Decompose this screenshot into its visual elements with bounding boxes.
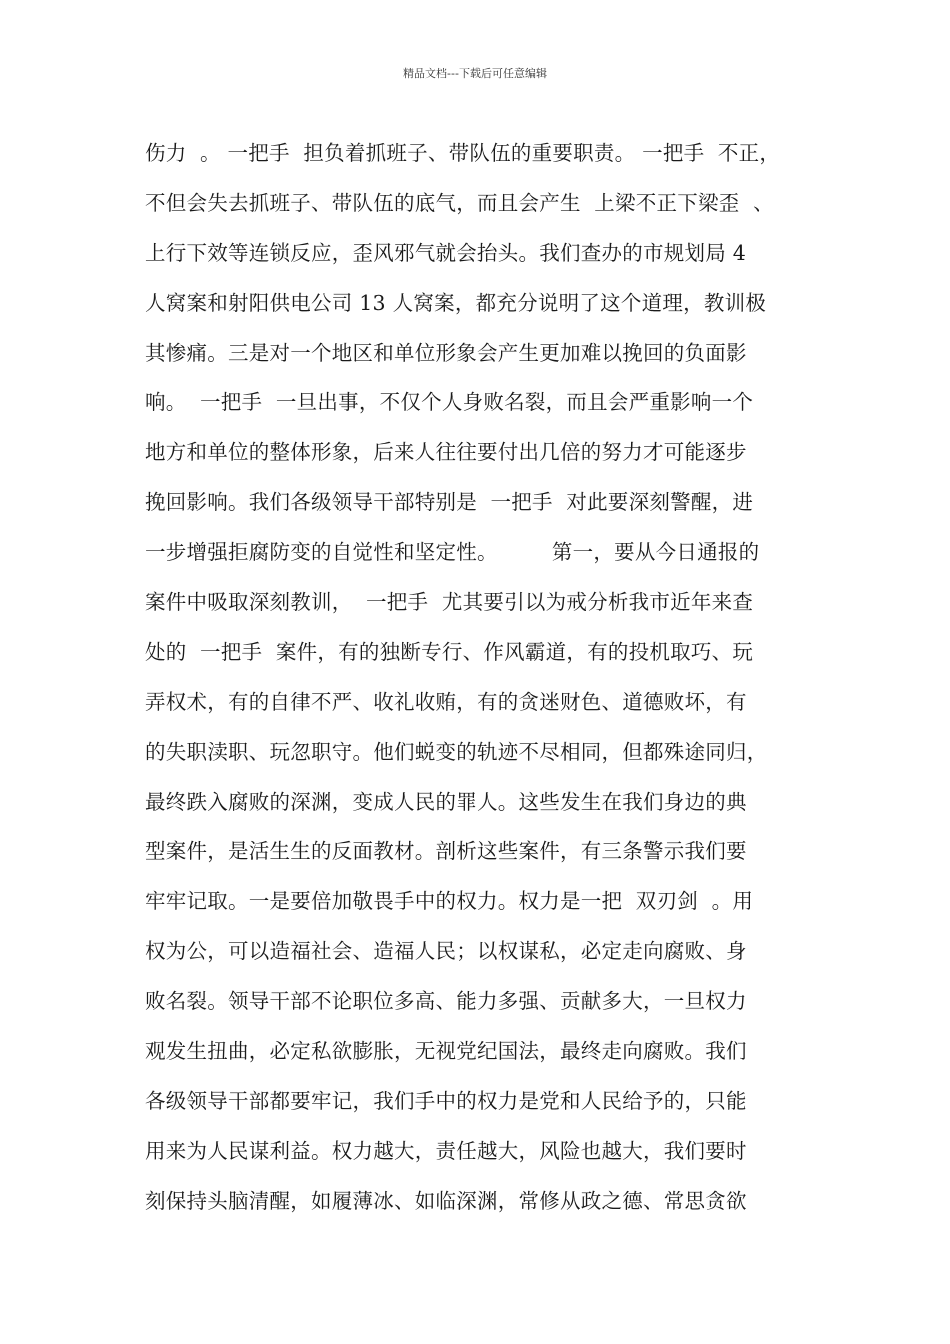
text-line: 伤力 。 一把手 担负着抓班子、带队伍的重要职责。 一把手 不正， bbox=[145, 141, 781, 165]
text-line: 其惨痛。三是对一个地区和单位形象会产生更加难以挽回的负面影 bbox=[145, 340, 747, 365]
text-line: 挽回影响。我们各级领导干部特别是 一把手 对此要深刻警醒，进 bbox=[145, 490, 754, 515]
text-line: 的失职渎职、玩忽职守。他们蜕变的轨迹不尽相同，但都殊途同归， bbox=[145, 739, 768, 764]
text-line: 型案件，是活生生的反面教材。剖析这些案件，有三条警示我们要 bbox=[145, 839, 747, 864]
text-line: 刻保持头脑清醒，如履薄冰、如临深渊，常修从政之德、常思贪欲 bbox=[145, 1188, 747, 1213]
text-line: 一步增强拒腐防变的自觉性和坚定性。 第一，要从今日通报的 bbox=[145, 540, 760, 565]
text-line: 案件中吸取深刻教训， 一把手 尤其要引以为戒分析我市近年来查 bbox=[145, 590, 754, 615]
text-line: 弄权术，有的自律不严、收礼收贿，有的贪迷财色、道德败坏，有 bbox=[145, 689, 747, 714]
text-line: 响。 一把手 一旦出事，不仅个人身败名裂，而且会严重影响一个 bbox=[145, 390, 754, 415]
body-text bbox=[145, 129, 835, 1227]
text-line: 用来为人民谋利益。权力越大，责任越大，风险也越大，我们要时 bbox=[145, 1138, 747, 1163]
text-line: 人窝案和射阳供电公司 13 人窝案，都充分说明了这个道理，教训极 bbox=[145, 290, 767, 315]
text-line: 地方和单位的整体形象，后来人往往要付出几倍的努力才可能逐步 bbox=[145, 440, 747, 465]
text-line: 不但会失去抓班子、带队伍的底气，而且会产生 上梁不正下梁歪 、 bbox=[145, 190, 774, 215]
page-header: 精品文档---下载后可任意编辑 bbox=[403, 67, 547, 80]
text-line: 权为公，可以造福社会、造福人民；以权谋私，必定走向腐败、身 bbox=[145, 939, 747, 964]
text-line: 最终跌入腐败的深渊，变成人民的罪人。这些发生在我们身边的典 bbox=[145, 789, 747, 814]
text-line: 处的 一把手 案件，有的独断专行、作风霸道，有的投机取巧、玩 bbox=[145, 639, 754, 664]
text-line: 各级领导干部都要牢记，我们手中的权力是党和人民给予的，只能 bbox=[145, 1088, 747, 1113]
text-line: 牢牢记取。一是要倍加敬畏手中的权力。权力是一把 双刃剑 。用 bbox=[145, 889, 754, 914]
text-line: 观发生扭曲，必定私欲膨胀，无视党纪国法，最终走向腐败。我们 bbox=[145, 1039, 747, 1064]
text-line: 上行下效等连锁反应，歪风邪气就会抬头。我们查办的市规划局 4 bbox=[145, 240, 747, 265]
text-line: 败名裂。领导干部不论职位多高、能力多强、贡献多大，一旦权力 bbox=[145, 989, 747, 1014]
